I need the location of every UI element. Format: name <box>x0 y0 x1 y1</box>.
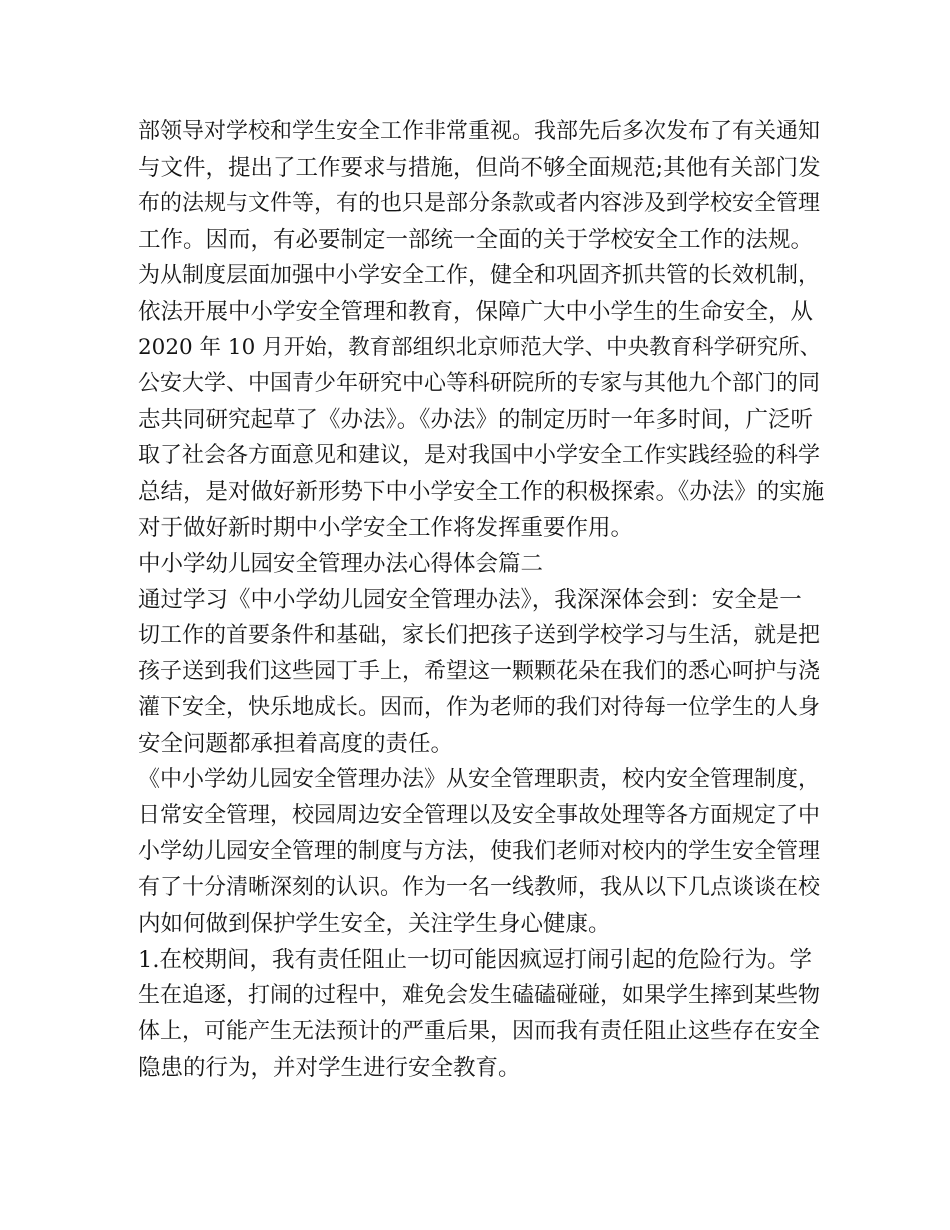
text-line: 隐患的行为，并对学生进行安全教育。 <box>138 1055 521 1081</box>
text-line: 2020 年 10 月开始，教育部组织北京师范大学、中央教育科学研究所、 <box>138 335 822 360</box>
text-line: 依法开展中小学安全管理和教育，保障广大中小学生的生命安全，从 <box>138 299 814 325</box>
text-line: 小学幼儿园安全管理的制度与方法，使我们老师对校内的学生安全管理 <box>138 839 821 864</box>
text-line: 《中小学幼儿园安全管理办法》从安全管理职责，校内安全管理制度， <box>138 767 821 792</box>
text-line: 体上，可能产生无法预计的严重后果，因而我有责任阻止这些存在安全 <box>138 1019 821 1044</box>
text-line: 通过学习《中小学幼儿园安全管理办法》，我深深体会到：安全是一 <box>138 587 802 613</box>
text-line: 灌下安全，快乐地成长。因而，作为老师的我们对待每一位学生的人身 <box>138 695 821 720</box>
text-line: 部领导对学校和学生安全工作非常重视。我部先后多次发布了有关通知 <box>138 119 821 144</box>
section-heading: 中小学幼儿园安全管理办法心得体会篇二 <box>138 551 544 577</box>
text-line: 志共同研究起草了《办法》。《办法》的制定历时一年多时间，广泛听 <box>138 407 814 433</box>
text-line: 总结，是对做好新形势下中小学安全工作的积极探索。《办法》的实施 <box>138 479 825 505</box>
text-line: 取了社会各方面意见和建议，是对我国中小学安全工作实践经验的科学 <box>138 443 821 468</box>
text-line: 生在追逐，打闹的过程中，难免会发生磕磕碰碰，如果学生摔到某些物 <box>138 983 821 1008</box>
text-line: 与文件，提出了工作要求与措施，但尚不够全面规范;其他有关部门发 <box>138 155 821 181</box>
text-line: 对于做好新时期中小学安全工作将发挥重要作用。 <box>138 515 634 541</box>
text-line: 日常安全管理，校园周边安全管理以及安全事故处理等各方面规定了中 <box>138 803 821 828</box>
text-line: 有了十分清晰深刻的认识。作为一名一线教师，我从以下几点谈谈在校 <box>138 875 821 900</box>
text-line: 布的法规与文件等，有的也只是部分条款或者内容涉及到学校安全管理 <box>138 191 821 216</box>
text-line: 公安大学、中国青少年研究中心等科研院所的专家与其他九个部门的同 <box>138 371 821 396</box>
text-line: 1.在校期间，我有责任阻止一切可能因疯逗打闹引起的危险行为。学 <box>138 947 812 973</box>
text-line: 内如何做到保护学生安全，关注学生身心健康。 <box>138 911 611 937</box>
text-line: 工作。因而，有必要制定一部统一全面的关于学校安全工作的法规。 <box>138 227 814 253</box>
text-line: 为从制度层面加强中小学安全工作，健全和巩固齐抓共管的长效机制， <box>138 263 821 288</box>
text-line: 孩子送到我们这些园丁手上，希望这一颗颗花朵在我们的悉心呵护与浇 <box>138 659 821 684</box>
text-line: 安全问题都承担着高度的责任。 <box>138 731 454 757</box>
text-line: 切工作的首要条件和基础，家长们把孩子送到学校学习与生活，就是把 <box>138 623 821 648</box>
